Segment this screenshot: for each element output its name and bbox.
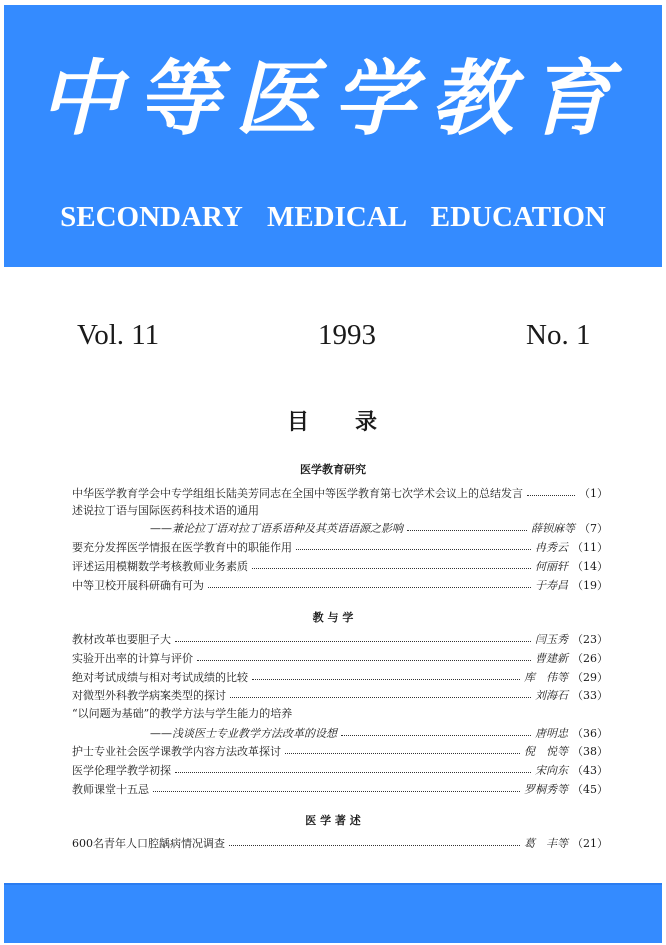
entry-title: ——浅谈医士专业教学方法改革的设想 [150, 727, 337, 740]
entry-title: ——兼论拉丁语对拉丁语系语种及其英语语源之影响 [150, 522, 403, 535]
leader-dots [527, 486, 575, 496]
leader-dots [341, 726, 531, 736]
entry-page: （33） [572, 689, 608, 702]
entry-page: （23） [572, 633, 608, 646]
entry-title: 中华医学教育学会中专学组组长陆美芳同志在全国中等医学教育第七次学术会议上的总结发言 [72, 487, 523, 500]
entry-page: （1） [579, 487, 608, 500]
leader-dots [230, 688, 531, 698]
entry-title: 教材改革也要胆子大 [72, 633, 171, 646]
toc-title-left: 目 [286, 410, 311, 435]
entry-author: 宋向东 [535, 764, 568, 777]
toc-entry[interactable] [72, 578, 608, 594]
leader-dots [197, 651, 531, 661]
entry-author: 冉秀云 [535, 541, 568, 554]
entry-page: （43） [572, 764, 608, 777]
toc-entry[interactable] [72, 744, 608, 760]
entry-author: 葛 丰等 [524, 837, 568, 850]
toc-entry[interactable] [72, 632, 608, 648]
entry-title: 述说拉丁语与国际医药科技术语的通用 [72, 504, 259, 517]
toc-entry[interactable] [72, 688, 608, 704]
entry-title: 600名青年人口腔龋病情况调查 [72, 837, 225, 850]
entry-page: （19） [572, 579, 608, 592]
leader-dots [208, 578, 531, 588]
leader-dots [285, 744, 520, 754]
section-heading: 教 与 学 [312, 611, 354, 624]
toc-entry[interactable] [72, 486, 608, 502]
number-label: No. 1 [526, 319, 591, 351]
entry-page: （14） [572, 560, 608, 573]
journal-title-english: SECONDARY MEDICAL EDUCATION [60, 201, 606, 233]
entry-title: 评述运用模糊数学考核教师业务素质 [72, 560, 248, 573]
leader-dots [175, 632, 531, 642]
entry-author: 唐明忠 [535, 727, 568, 740]
entry-page: （11） [572, 541, 608, 554]
leader-dots [252, 670, 520, 680]
entry-author: 曹建新 [535, 652, 568, 665]
toc-entry-subtitle[interactable] [72, 521, 608, 537]
entry-title: 医学伦理学教学初探 [72, 764, 171, 777]
leader-dots [407, 521, 527, 531]
entry-title: 绝对考试成绩与相对考试成绩的比较 [72, 671, 248, 684]
leader-dots [296, 540, 531, 550]
journal-title-chinese: 中等医学教育 [39, 51, 627, 147]
entry-page: （36） [572, 727, 608, 740]
entry-author: 于寿昌 [535, 579, 568, 592]
leader-dots [175, 763, 531, 773]
entry-author: 库 伟等 [524, 671, 568, 684]
entry-author: 何丽轩 [535, 560, 568, 573]
entry-page: （38） [572, 745, 608, 758]
entry-title: 对微型外科教学病案类型的探讨 [72, 689, 226, 702]
entry-title: 护士专业社会医学课教学内容方法改革探讨 [72, 745, 281, 758]
year-label: 1993 [318, 319, 376, 351]
entry-author: 倪 悦等 [524, 745, 568, 758]
entry-page: （29） [572, 671, 608, 684]
entry-author: 罗桐秀等 [524, 783, 568, 796]
entry-page: （7） [579, 522, 608, 535]
toc-entry[interactable] [72, 836, 608, 852]
toc-entry[interactable] [72, 782, 608, 798]
entry-page: （26） [572, 652, 608, 665]
entry-title: “以问题为基础”的教学方法与学生能力的培养 [72, 707, 293, 720]
issue-info [0, 317, 666, 353]
entry-title: 中等卫校开展科研确有可为 [72, 579, 204, 592]
toc-entry[interactable] [72, 503, 608, 519]
leader-dots [252, 559, 531, 569]
entry-author: 闫玉秀 [535, 633, 568, 646]
section-heading: 医 学 著 述 [305, 814, 361, 827]
entry-author: 刘海石 [535, 689, 568, 702]
leader-dots [153, 782, 520, 792]
toc-entry[interactable] [72, 651, 608, 667]
entry-author: 薛钡麻等 [531, 522, 575, 535]
toc-entry[interactable] [72, 670, 608, 686]
entry-page: （45） [572, 783, 608, 796]
toc-title-right: 录 [355, 410, 380, 435]
entry-page: （21） [572, 837, 608, 850]
toc-entry[interactable] [72, 540, 608, 556]
volume-label: Vol. 11 [77, 319, 160, 351]
toc-title [0, 405, 666, 436]
entry-title: 要充分发挥医学情报在医学教育中的职能作用 [72, 541, 292, 554]
toc-entry[interactable] [72, 763, 608, 779]
entry-title: 实验开出率的计算与评价 [72, 652, 193, 665]
toc-entry-subtitle[interactable] [72, 726, 608, 742]
footer-banner [4, 883, 662, 943]
toc-entry[interactable] [72, 559, 608, 575]
entry-title: 教师课堂十五忌 [72, 783, 149, 796]
toc-entry[interactable] [72, 706, 608, 722]
leader-dots [229, 836, 520, 846]
section-heading: 医学教育研究 [300, 463, 366, 476]
